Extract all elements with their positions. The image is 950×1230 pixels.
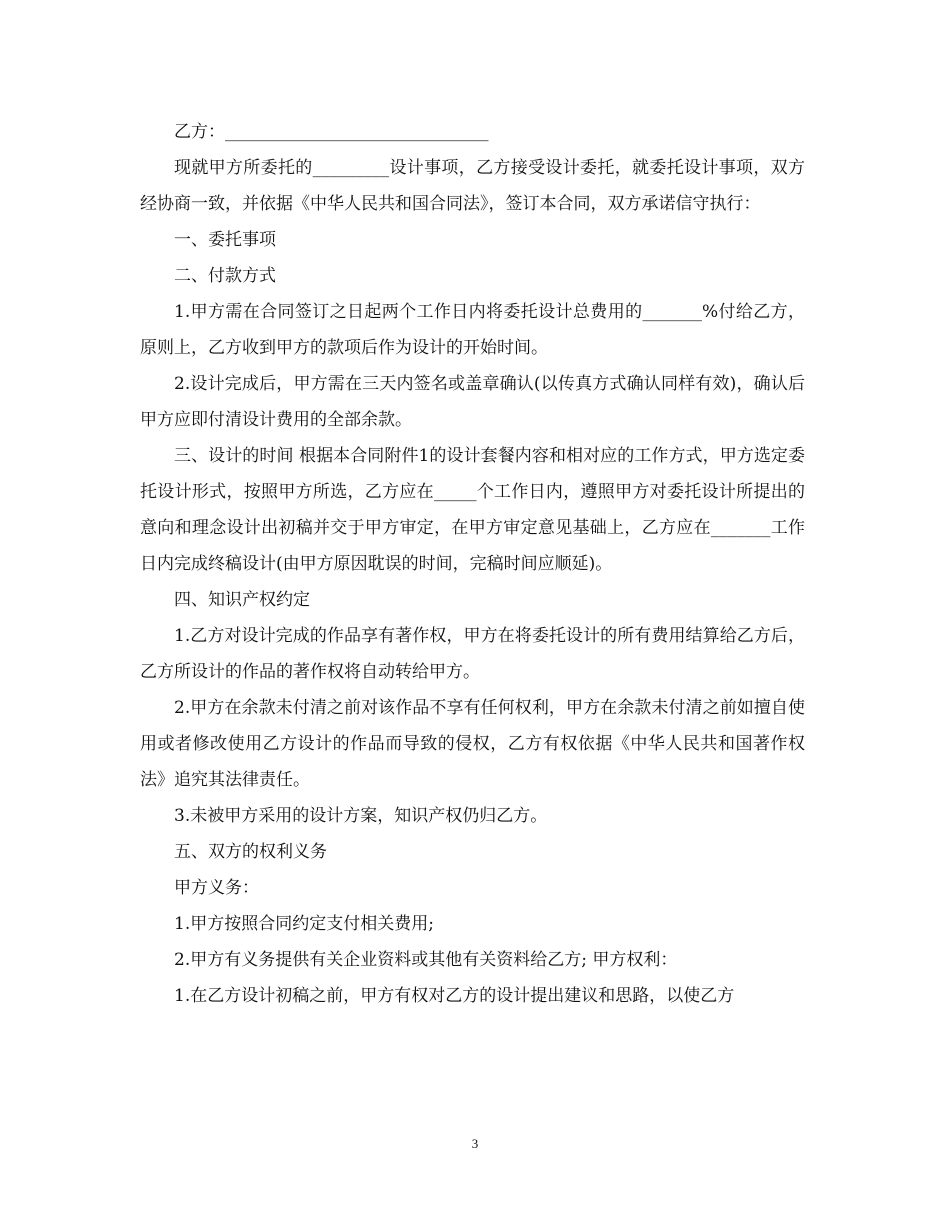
obligation-clause-2: 2.甲方有义务提供有关企业资料或其他有关资料给乙方; 甲方权利：	[174, 950, 678, 970]
section-heading-ip-agreement: 四、知识产权约定	[174, 590, 310, 610]
ip-clause-1: 1.乙方对设计完成的作品享有著作权，甲方在将委托设计的所有费用结算给乙方后，乙方所设计的作品的著作权将自动转给甲方。	[140, 626, 805, 682]
obligation-clause-1: 1.甲方按照合同约定支付相关费用;	[174, 914, 434, 934]
party-a-obligations-heading: 甲方义务：	[174, 878, 259, 898]
payment-clause-2: 2.设计完成后，甲方需在三天内签名或盖章确认(以传真方式确认同样有效)，确认后甲方应即付清设计费用的全部余款。	[140, 374, 805, 430]
rights-clause-1: 1.在乙方设计初稿之前，甲方有权对乙方的设计提出建议和思路，以使乙方	[174, 986, 735, 1006]
party-b-line: 乙方：_______________________________	[174, 122, 489, 142]
section-design-time: 三、设计的时间 根据本合同附件1的设计套餐内容和相对应的工作方式，甲方选定委托设计形式，按照甲方所选，乙方应在_____个工作日内，遵照甲方对委托设计所提出的意向和理念设计出初稿并交于甲方审定，在甲方审定意见基础上，乙方应在_______工作日内完成终稿设计(由甲方原因耽误的时间，完稿时间应顺延)。	[140, 446, 805, 574]
ip-clause-2: 2.甲方在余款未付清之前对该作品不享有任何权利，甲方在余款未付清之前如擅自使用或者修改使用乙方设计的作品而导致的侵权，乙方有权依据《中华人民共和国著作权法》追究其法律责任。	[140, 698, 805, 790]
contract-body	[140, 114, 805, 1014]
payment-clause-1: 1.甲方需在合同签订之日起两个工作日内将委托设计总费用的_______%付给乙方，原则上，乙方收到甲方的款项后作为设计的开始时间。	[140, 302, 805, 358]
section-heading-rights-obligations: 五、双方的权利义务	[174, 842, 327, 862]
ip-clause-3: 3.未被甲方采用的设计方案，知识产权仍归乙方。	[174, 806, 548, 826]
page-number: 3	[471, 1136, 479, 1151]
section-heading-payment-method: 二、付款方式	[174, 266, 276, 286]
section-heading-entrusted-matters: 一、委托事项	[174, 230, 276, 250]
preamble-paragraph: 现就甲方所委托的_________设计事项，乙方接受设计委托，就委托设计事项，双方经协商一致，并依据《中华人民共和国合同法》，签订本合同，双方承诺信守执行：	[140, 158, 805, 214]
